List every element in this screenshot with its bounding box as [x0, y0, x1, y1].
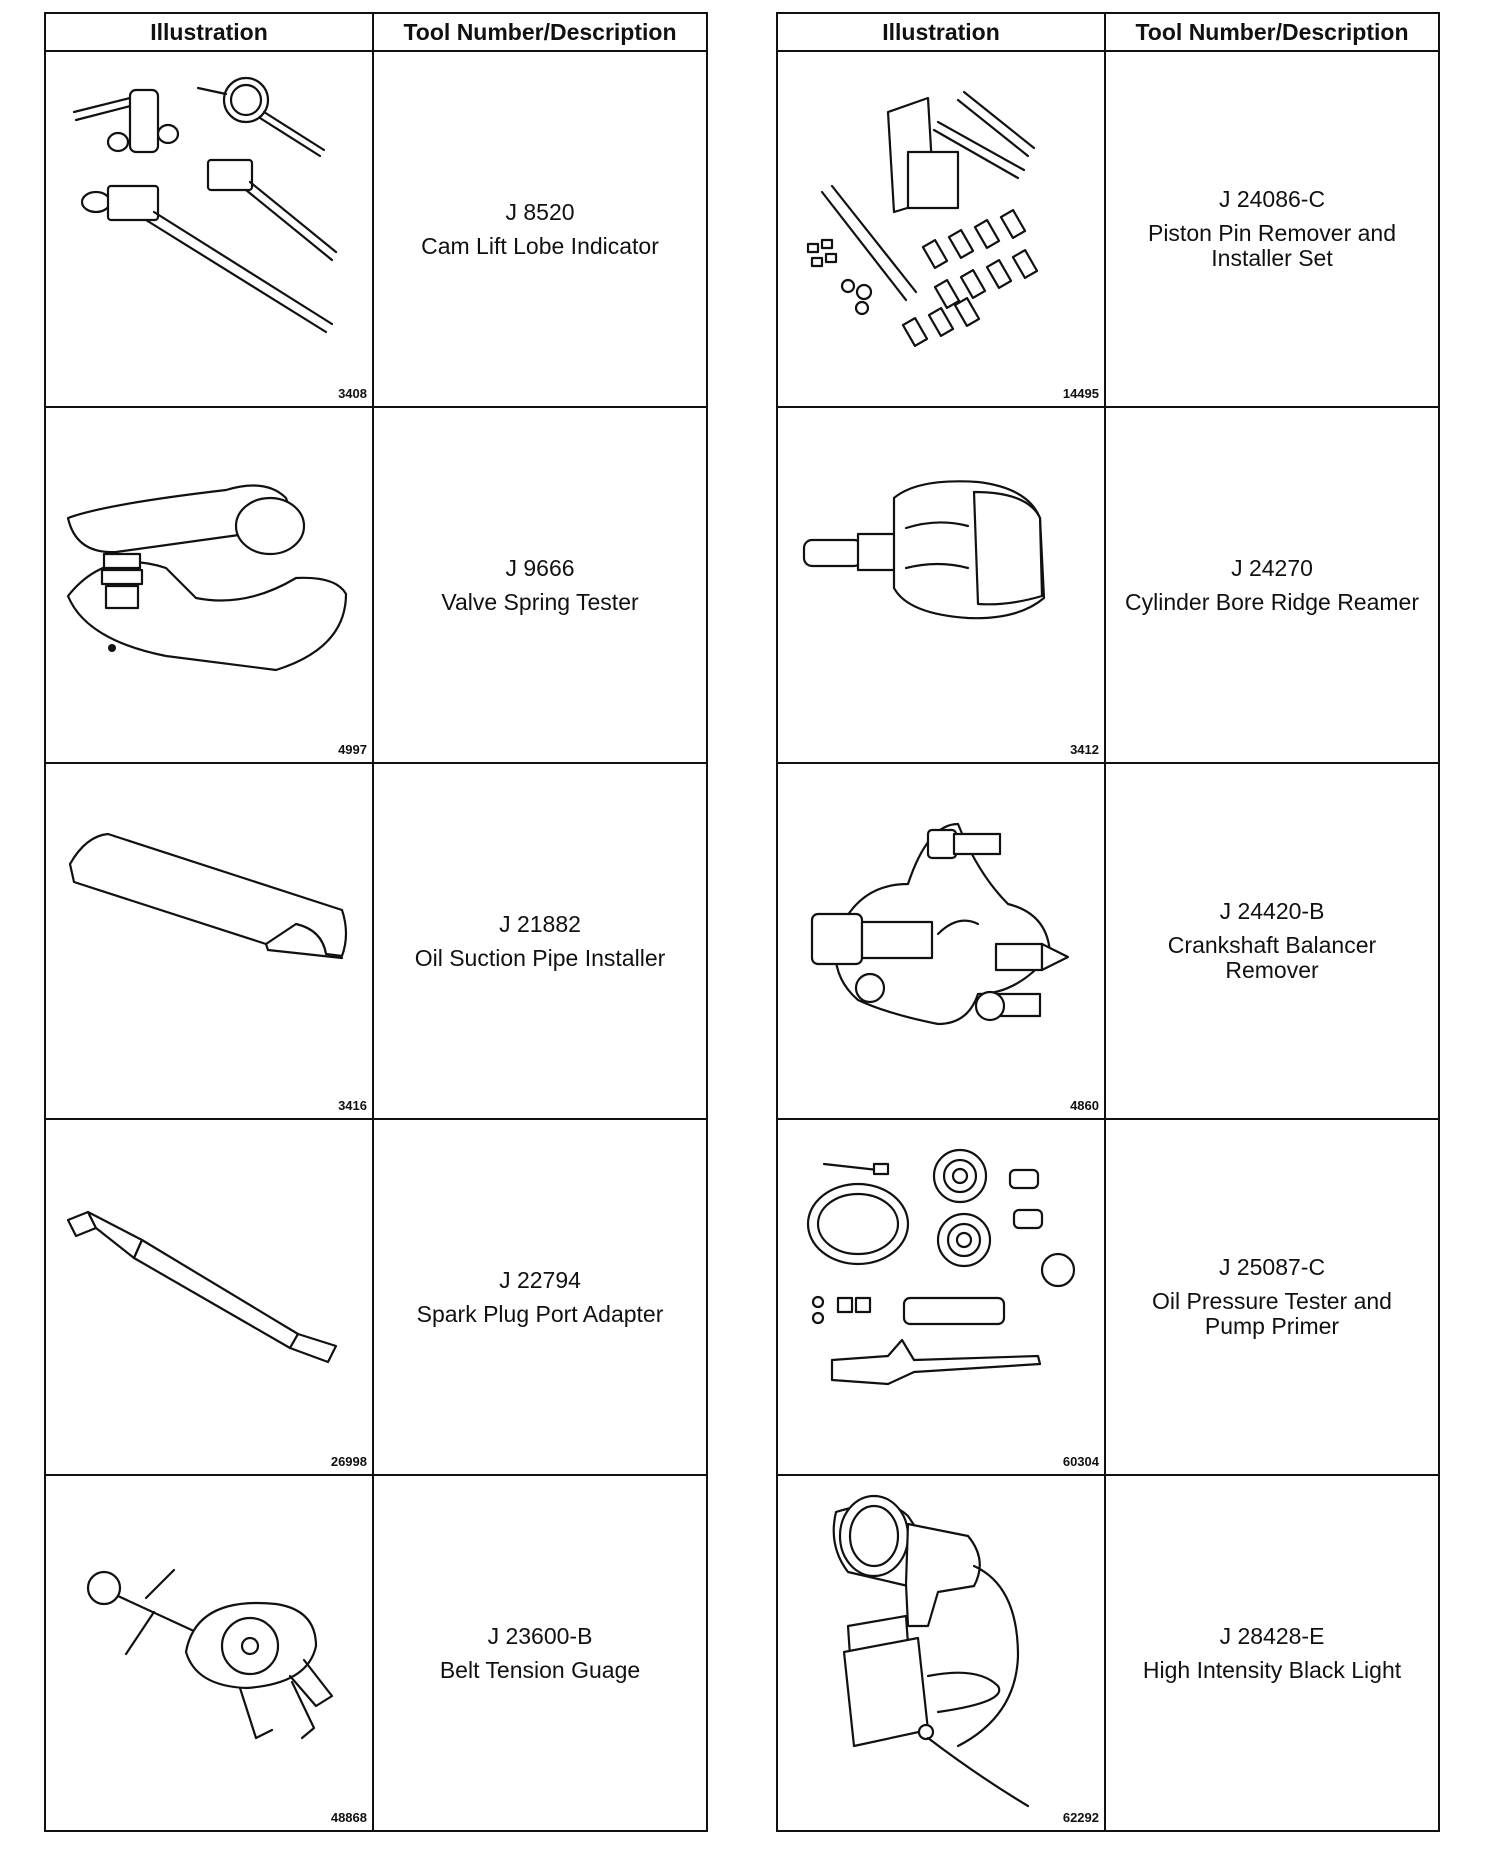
figure-number: 4860: [1070, 1098, 1099, 1113]
tool-description: High Intensity Black Light: [1142, 1656, 1402, 1683]
figure-number: 3412: [1070, 742, 1099, 757]
high-intensity-black-light-illustration: [778, 1476, 1106, 1830]
table-row: [45, 763, 707, 1119]
table-row: [45, 1475, 707, 1831]
illustration-cell: [777, 407, 1105, 763]
tool-description: Oil Suction Pipe Installer: [414, 944, 666, 971]
illustration-cell: [45, 407, 373, 763]
tool-number: J 23600-B: [487, 1622, 593, 1649]
tool-description-cell: [373, 1475, 707, 1831]
illustration-cell: [777, 1119, 1105, 1475]
header-illustration: Illustration: [777, 13, 1105, 51]
tool-description-cell: [1105, 51, 1439, 407]
cam-lift-lobe-indicator-illustration: [46, 52, 374, 406]
figure-number: 48868: [330, 1810, 367, 1825]
tool-description-cell: [1105, 1475, 1439, 1831]
tool-number: J 24420-B: [1219, 898, 1325, 924]
figure-number: 60304: [1062, 1454, 1099, 1469]
tool-description-cell: [373, 763, 707, 1119]
tool-description: Oil Pressure Tester and Pump Primer: [1152, 1288, 1392, 1339]
tool-description-cell: [1105, 407, 1439, 763]
table-row: [777, 1475, 1439, 1831]
tool-description: Crankshaft Balancer Remover: [1167, 932, 1377, 983]
illustration-cell: [45, 1475, 373, 1831]
tool-description: Valve Spring Tester: [441, 588, 639, 615]
belt-tension-gauge-illustration: [46, 1476, 374, 1830]
table-header-row: [45, 13, 707, 51]
table-header-row: [777, 13, 1439, 51]
tool-number: J 25087-C: [1218, 1254, 1326, 1280]
tool-description-cell: [373, 51, 707, 407]
table-row: [777, 1119, 1439, 1475]
tool-table-right: [776, 12, 1440, 1832]
tool-number: J 21882: [499, 910, 581, 937]
figure-number: 4997: [338, 742, 367, 757]
tool-number: J 28428-E: [1219, 1622, 1325, 1649]
valve-spring-tester-illustration: [46, 408, 374, 762]
illustration-cell: [777, 51, 1105, 407]
illustration-cell: [45, 763, 373, 1119]
tool-number: J 22794: [499, 1266, 581, 1293]
tool-description: Cam Lift Lobe Indicator: [421, 232, 659, 259]
tool-description: Spark Plug Port Adapter: [416, 1300, 664, 1327]
oil-suction-pipe-installer-illustration: [46, 764, 374, 1118]
figure-number: 3416: [338, 1098, 367, 1113]
oil-pressure-tester-illustration: [778, 1120, 1106, 1474]
header-tool-description: Tool Number/Description: [373, 13, 707, 51]
table-row: [45, 1119, 707, 1475]
illustration-cell: [777, 1475, 1105, 1831]
figure-number: 3408: [338, 386, 367, 401]
header-illustration: Illustration: [45, 13, 373, 51]
spark-plug-port-adapter-illustration: [46, 1120, 374, 1474]
piston-pin-remover-set-illustration: [778, 52, 1106, 406]
figure-number: 62292: [1062, 1810, 1099, 1825]
tool-number: J 8520: [505, 198, 575, 225]
crankshaft-balancer-remover-illustration: [778, 764, 1106, 1118]
table-row: [45, 407, 707, 763]
figure-number: 14495: [1062, 386, 1099, 401]
tool-description-cell: [373, 407, 707, 763]
tool-description: Cylinder Bore Ridge Reamer: [1124, 588, 1419, 615]
illustration-cell: [45, 51, 373, 407]
tool-description: Piston Pin Remover and Installer Set: [1147, 220, 1396, 271]
cylinder-bore-ridge-reamer-illustration: [778, 408, 1106, 762]
illustration-cell: [777, 763, 1105, 1119]
tool-description-cell: [1105, 1119, 1439, 1475]
figure-number: 26998: [330, 1454, 367, 1469]
tool-number: J 24270: [1231, 554, 1313, 581]
table-row: [45, 51, 707, 407]
tool-description-cell: [373, 1119, 707, 1475]
tool-description: Belt Tension Guage: [439, 1656, 641, 1683]
tool-table-left: [44, 12, 708, 1832]
table-row: [777, 51, 1439, 407]
tool-number: J 24086-C: [1218, 186, 1326, 212]
tool-number: J 9666: [505, 554, 575, 581]
table-row: [777, 407, 1439, 763]
tool-description-cell: [1105, 763, 1439, 1119]
illustration-cell: [45, 1119, 373, 1475]
header-tool-description: Tool Number/Description: [1105, 13, 1439, 51]
table-row: [777, 763, 1439, 1119]
